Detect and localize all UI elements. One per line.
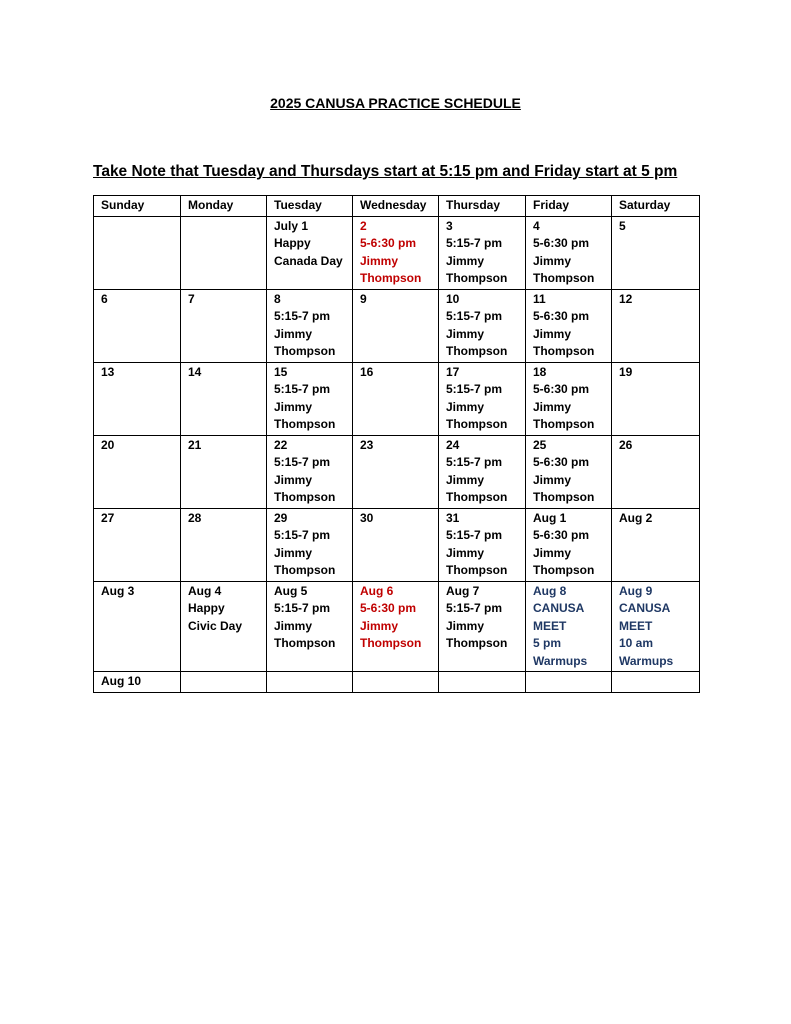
- day-entry-line: Jimmy: [533, 326, 572, 341]
- day-entry-line: 5-6:30 pm: [533, 236, 590, 250]
- day-entry-line: Thompson: [446, 344, 508, 358]
- day-cell-wednesday: [353, 672, 439, 693]
- day-entry-line: 5-6:30 pm: [533, 382, 590, 396]
- day-cell-thursday: [439, 435, 526, 508]
- day-entry-line: Thompson: [274, 490, 336, 504]
- day-entry-line: Jimmy: [274, 399, 313, 414]
- day-date: 7: [188, 291, 195, 306]
- day-cell-wednesday: [353, 435, 439, 508]
- day-entry-line: Happy: [188, 601, 225, 615]
- day-date: Aug 1: [533, 510, 567, 525]
- day-entry-line: Thompson: [274, 417, 336, 431]
- day-entry-line: 5-6:30 pm: [533, 528, 590, 542]
- day-cell-friday: [526, 289, 612, 362]
- header-row: [94, 196, 700, 217]
- day-date: 8: [274, 291, 281, 306]
- day-entry-line: CANUSA: [533, 601, 585, 615]
- day-date: July 1: [274, 218, 309, 233]
- day-cell-sunday: [94, 508, 181, 581]
- day-cell-tuesday: [267, 581, 353, 672]
- day-cell-thursday: [439, 581, 526, 672]
- day-date: 31: [446, 510, 460, 525]
- day-cell-monday: [181, 672, 267, 693]
- day-date: 12: [619, 291, 633, 306]
- day-cell-saturday: [612, 435, 700, 508]
- header-tuesday: Tuesday: [267, 196, 353, 217]
- day-cell-tuesday: [267, 216, 353, 289]
- day-date: 24: [446, 437, 460, 452]
- day-date: 4: [533, 218, 540, 233]
- day-cell-tuesday: [267, 672, 353, 693]
- day-entry-line: Thompson: [533, 417, 595, 431]
- day-date: Aug 10: [101, 674, 142, 688]
- day-entry-line: Jimmy: [446, 618, 485, 633]
- day-entry-line: MEET: [533, 618, 567, 633]
- day-date: 18: [533, 364, 547, 379]
- day-entry-line: Thompson: [446, 490, 508, 504]
- day-entry-line: 5 pm: [533, 636, 562, 650]
- day-date: 10: [446, 291, 460, 306]
- day-cell-tuesday: [267, 362, 353, 435]
- day-date: 13: [101, 364, 115, 379]
- day-entry-line: 5:15-7 pm: [446, 382, 503, 396]
- day-date: 29: [274, 510, 288, 525]
- header-friday: Friday: [526, 196, 612, 217]
- day-entry-line: Jimmy: [274, 618, 313, 633]
- day-entry-line: Warmups: [533, 653, 588, 668]
- day-entry-line: CANUSA: [619, 601, 671, 615]
- day-cell-wednesday: [353, 508, 439, 581]
- day-entry-line: Thompson: [446, 417, 508, 431]
- day-cell-monday: [181, 435, 267, 508]
- day-cell-wednesday: [353, 216, 439, 289]
- day-cell-saturday: [612, 289, 700, 362]
- week-row: [94, 435, 700, 508]
- day-date: Aug 9: [619, 583, 653, 598]
- day-cell-friday: [526, 672, 612, 693]
- week-row: [94, 216, 700, 289]
- day-entry-line: Thompson: [360, 271, 422, 285]
- day-entry-line: Canada Day: [274, 253, 343, 268]
- day-cell-friday: [526, 508, 612, 581]
- day-date: 26: [619, 437, 633, 452]
- day-date: 28: [188, 510, 202, 525]
- week-row: [94, 508, 700, 581]
- header-sunday: Sunday: [94, 196, 181, 217]
- day-cell-tuesday: [267, 435, 353, 508]
- day-date: 11: [533, 291, 546, 306]
- day-date: 6: [101, 291, 108, 306]
- day-date: Aug 4: [188, 583, 222, 598]
- header-saturday: Saturday: [612, 196, 700, 217]
- day-entry-line: 5:15-7 pm: [274, 382, 331, 396]
- day-cell-wednesday: [353, 581, 439, 672]
- day-date: 27: [101, 510, 115, 525]
- day-entry-line: Thompson: [274, 636, 336, 650]
- schedule-note: Take Note that Tuesday and Thursdays start at 5:15 pm and Friday start at 5 pm: [93, 163, 678, 180]
- day-entry-line: Thompson: [446, 563, 508, 577]
- day-cell-saturday: [612, 581, 700, 672]
- day-entry-line: 5:15-7 pm: [274, 455, 331, 469]
- day-entry-line: 5-6:30 pm: [533, 309, 590, 323]
- day-date: 15: [274, 364, 288, 379]
- day-entry-line: 5:15-7 pm: [446, 236, 503, 250]
- day-cell-friday: [526, 216, 612, 289]
- day-cell-wednesday: [353, 289, 439, 362]
- day-cell-sunday: [94, 362, 181, 435]
- day-date: Aug 8: [533, 583, 567, 598]
- day-cell-wednesday: [353, 362, 439, 435]
- day-date: 14: [188, 364, 202, 379]
- day-entry-line: Thompson: [360, 636, 422, 650]
- day-entry-line: Jimmy: [533, 545, 572, 560]
- week-row: [94, 289, 700, 362]
- day-entry-line: 5:15-7 pm: [274, 601, 331, 615]
- day-entry-line: Civic Day: [188, 618, 243, 633]
- day-date: Aug 5: [274, 583, 308, 598]
- day-entry-line: Thompson: [533, 344, 595, 358]
- day-entry-line: Jimmy: [360, 618, 399, 633]
- day-date: Aug 2: [619, 510, 653, 525]
- day-entry-line: 5-6:30 pm: [360, 236, 417, 250]
- day-cell-monday: [181, 362, 267, 435]
- day-cell-saturday: [612, 672, 700, 693]
- day-entry-line: Thompson: [533, 490, 595, 504]
- day-date: 22: [274, 437, 288, 452]
- day-cell-tuesday: [267, 508, 353, 581]
- day-date: 9: [360, 291, 367, 306]
- header-wednesday: Wednesday: [353, 196, 439, 217]
- day-cell-sunday: [94, 289, 181, 362]
- header-thursday: Thursday: [439, 196, 526, 217]
- day-entry-line: 10 am: [619, 636, 654, 650]
- day-cell-monday: [181, 289, 267, 362]
- day-date: 23: [360, 437, 374, 452]
- day-entry-line: 5:15-7 pm: [446, 601, 503, 615]
- day-entry-line: Jimmy: [274, 472, 313, 487]
- day-cell-thursday: [439, 672, 526, 693]
- day-entry-line: 5:15-7 pm: [446, 455, 503, 469]
- day-cell-friday: [526, 362, 612, 435]
- schedule-body: [94, 216, 700, 692]
- day-date: Aug 3: [101, 583, 135, 598]
- day-date: Aug 7: [446, 583, 480, 598]
- day-entry-line: Thompson: [533, 271, 595, 285]
- day-cell-thursday: [439, 289, 526, 362]
- day-cell-saturday: [612, 216, 700, 289]
- day-entry-line: Thompson: [274, 344, 336, 358]
- header-monday: Monday: [181, 196, 267, 217]
- schedule-table: [93, 195, 700, 693]
- day-cell-friday: [526, 435, 612, 508]
- day-entry-line: MEET: [619, 618, 653, 633]
- day-date: 25: [533, 437, 547, 452]
- day-date: 30: [360, 510, 374, 525]
- day-entry-line: Jimmy: [446, 472, 485, 487]
- day-cell-sunday: [94, 672, 181, 693]
- week-row: [94, 362, 700, 435]
- day-entry-line: Jimmy: [533, 472, 572, 487]
- day-entry-line: Jimmy: [446, 326, 485, 341]
- day-entry-line: Jimmy: [446, 545, 485, 560]
- day-entry-line: 5:15-7 pm: [446, 309, 503, 323]
- day-cell-friday: [526, 581, 612, 672]
- day-entry-line: 5:15-7 pm: [274, 309, 331, 323]
- day-cell-thursday: [439, 508, 526, 581]
- day-entry-line: Thompson: [533, 563, 595, 577]
- page-title: 2025 CANUSA PRACTICE SCHEDULE: [270, 95, 521, 111]
- day-entry-line: Jimmy: [274, 326, 313, 341]
- day-entry-line: Jimmy: [360, 253, 399, 268]
- day-cell-saturday: [612, 508, 700, 581]
- day-cell-sunday: [94, 435, 181, 508]
- day-date: 2: [360, 218, 367, 233]
- day-date: 21: [188, 437, 202, 452]
- day-date: 5: [619, 218, 626, 233]
- day-cell-monday: [181, 581, 267, 672]
- day-entry-line: Jimmy: [533, 399, 572, 414]
- day-entry-line: Thompson: [446, 271, 508, 285]
- week-row: [94, 581, 700, 672]
- day-entry-line: Jimmy: [533, 253, 572, 268]
- day-cell-sunday: [94, 581, 181, 672]
- day-entry-line: Warmups: [619, 653, 674, 668]
- day-entry-line: 5:15-7 pm: [274, 528, 331, 542]
- day-cell-sunday: [94, 216, 181, 289]
- day-cell-saturday: [612, 362, 700, 435]
- day-entry-line: Jimmy: [274, 545, 313, 560]
- day-date: 3: [446, 218, 453, 233]
- day-date: 16: [360, 364, 374, 379]
- day-cell-thursday: [439, 216, 526, 289]
- day-cell-thursday: [439, 362, 526, 435]
- day-entry-line: Jimmy: [446, 253, 485, 268]
- day-entry-line: 5-6:30 pm: [360, 601, 417, 615]
- day-entry-line: Happy: [274, 236, 311, 250]
- day-entry-line: 5:15-7 pm: [446, 528, 503, 542]
- day-cell-tuesday: [267, 289, 353, 362]
- day-date: 20: [101, 437, 115, 452]
- day-date: 19: [619, 364, 633, 379]
- day-cell-monday: [181, 216, 267, 289]
- day-date: Aug 6: [360, 583, 394, 598]
- day-entry-line: Jimmy: [446, 399, 485, 414]
- day-entry-line: Thompson: [274, 563, 336, 577]
- week-row: [94, 672, 700, 693]
- day-date: 17: [446, 364, 460, 379]
- day-entry-line: Thompson: [446, 636, 508, 650]
- day-entry-line: 5-6:30 pm: [533, 455, 590, 469]
- day-cell-monday: [181, 508, 267, 581]
